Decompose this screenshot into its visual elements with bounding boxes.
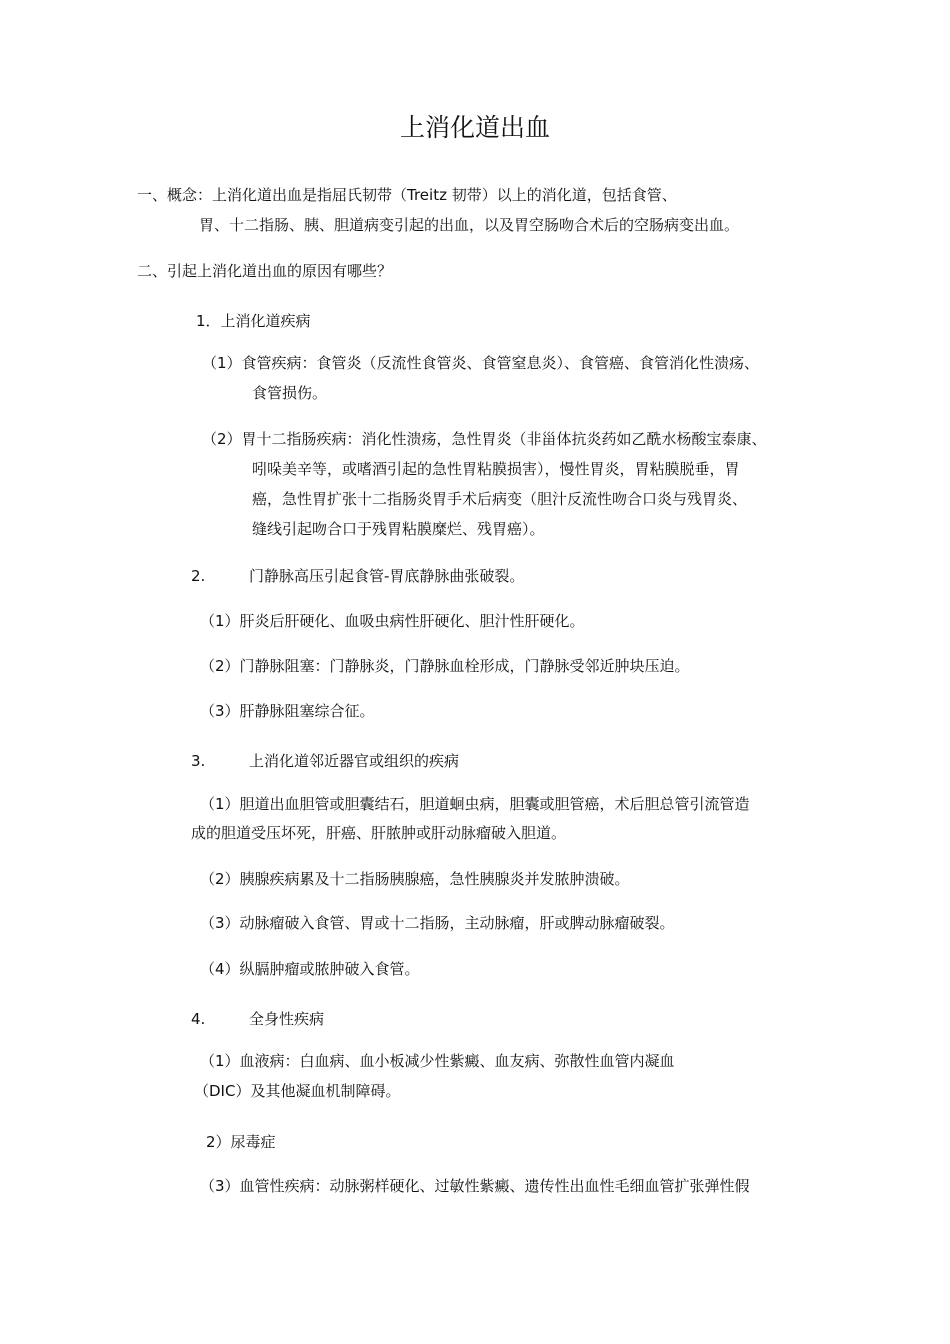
group-4-number: 4.	[191, 1010, 206, 1028]
group-4-heading: 全身性疾病	[249, 1010, 325, 1028]
concept-line-1: 一、概念：上消化道出血是指屈氏韧带（Treitz 韧带）以上的消化道，包括食管、	[137, 186, 677, 204]
g2-item-2: （2）门静脉阻塞：门静脉炎，门静脉血栓形成，门静脉受邻近肿块压迫。	[200, 657, 690, 675]
causes-heading: 二、引起上消化道出血的原因有哪些？	[137, 262, 393, 280]
group-2-number: 2.	[191, 567, 206, 585]
g3-item-3: （3）动脉瘤破入食管、胃或十二指肠，主动脉瘤，肝或脾动脉瘤破裂。	[200, 914, 675, 932]
group-1-heading: 1．上消化道疾病	[196, 312, 311, 330]
group-3-number: 3.	[191, 752, 206, 770]
g4-item-1-line-1: （1）血液病：白血病、血小板减少性紫癜、血友病、弥散性血管内凝血	[200, 1052, 675, 1070]
g3-item-4: （4）纵膈肿瘤或脓肿破入食管。	[200, 960, 420, 978]
g1-item-1-line-2: 食管损伤。	[252, 384, 328, 402]
g3-item-1-line-1: （1）胆道出血胆管或胆囊结石，胆道蛔虫病，胆囊或胆管癌，术后胆总管引流管造	[200, 795, 750, 813]
g1-item-2-line-3: 癌，急性胃扩张十二指肠炎胃手术后病变（胆汁反流性吻合口炎与残胃炎、	[252, 490, 748, 508]
g3-item-1-line-2: 成的胆道受压坏死，肝癌、肝脓肿或肝动脉瘤破入胆道。	[191, 824, 567, 842]
concept-line-2: 胃、十二指肠、胰、胆道病变引起的出血，以及胃空肠吻合术后的空肠病变出血。	[199, 216, 740, 234]
g1-item-2-line-2: 吲哚美辛等，或嗜酒引起的急性胃粘膜损害），慢性胃炎，胃粘膜脱垂，胃	[252, 460, 740, 478]
group-2-heading: 门静脉高压引起食管-胃底静脉曲张破裂。	[249, 567, 525, 585]
g1-item-2-line-1: （2）胃十二指肠疾病：消化性溃疡，急性胃炎（非甾体抗炎药如乙酰水杨酸宝泰康、	[202, 430, 767, 448]
g1-item-1-line-1: （1）食管疾病：食管炎（反流性食管炎、食管窒息炎）、食管癌、食管消化性溃疡、	[202, 354, 760, 372]
g1-item-2-line-4: 缝线引起吻合口于残胃粘膜糜烂、残胃癌）。	[252, 520, 545, 538]
group-3-heading: 上消化道邻近器官或组织的疾病	[249, 752, 460, 770]
g4-item-1-line-2: （DIC）及其他凝血机制障碍。	[194, 1082, 401, 1100]
g3-item-2: （2）胰腺疾病累及十二指肠胰腺癌，急性胰腺炎并发脓肿溃破。	[200, 870, 630, 888]
g2-item-3: （3）肝静脉阻塞综合征。	[200, 702, 375, 720]
g4-item-3: （3）血管性疾病：动脉粥样硬化、过敏性紫癜、遗传性出血性毛细血管扩张弹性假	[200, 1177, 750, 1195]
g4-item-2: 2）尿毒症	[206, 1133, 276, 1151]
page-title: 上消化道出血	[399, 113, 550, 142]
g2-item-1: （1）肝炎后肝硬化、血吸虫病性肝硬化、胆汁性肝硬化。	[200, 612, 585, 630]
